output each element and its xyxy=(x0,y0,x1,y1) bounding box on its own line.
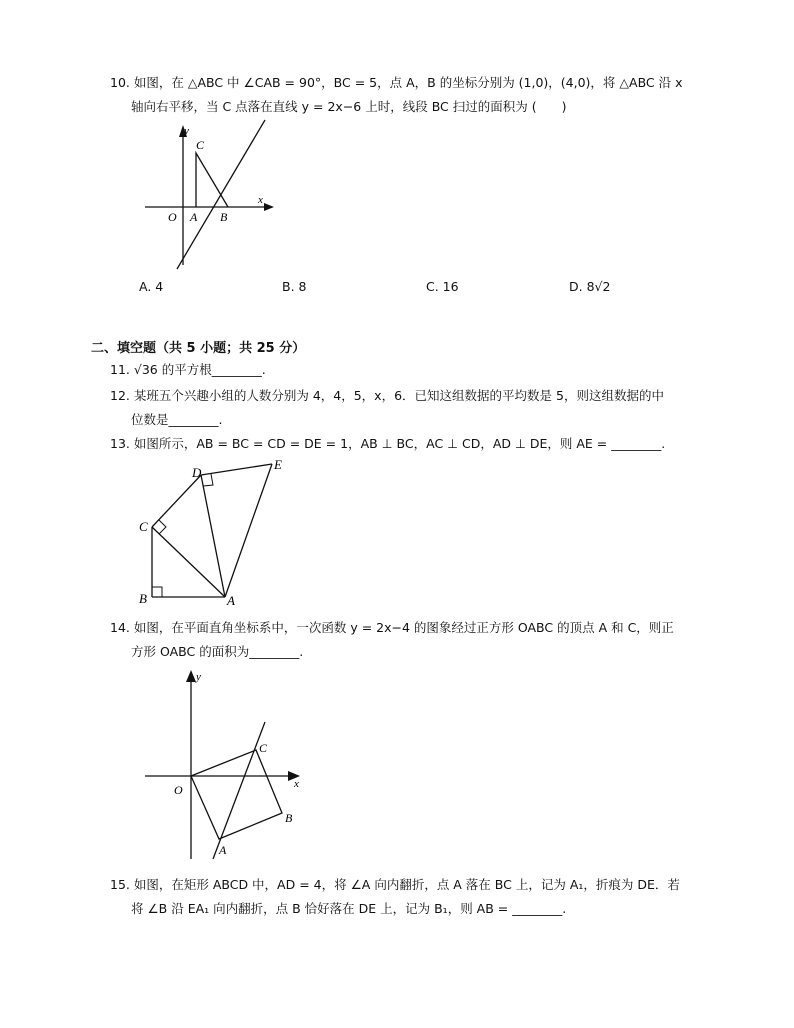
q11-text: 11. √36 的平方根________. xyxy=(110,362,266,377)
q10-triangle xyxy=(196,153,228,207)
q10-label-b: B xyxy=(220,210,228,224)
q13-label-b: B xyxy=(139,591,147,606)
q10-x-axis-arrow xyxy=(264,203,274,211)
q14-label-b: B xyxy=(285,811,293,825)
q13-segment-ad xyxy=(201,475,225,597)
q13-figure xyxy=(130,455,300,610)
q14-text-line1: 14. 如图，在平面直角坐标系中，一次函数 y = 2x−4 的图象经过正方形 OABC 的顶点 A 和 C，则正 xyxy=(110,620,674,635)
q13-label-a: A xyxy=(227,593,235,608)
q14-square xyxy=(191,750,282,839)
q13-label-d: D xyxy=(192,465,202,480)
q14-label-a: A xyxy=(219,843,227,857)
q13-segment-ae xyxy=(225,464,272,597)
q13-segment-cd xyxy=(152,475,201,527)
q10-option-c: C. 16 xyxy=(426,279,459,294)
q13-right-angle-d xyxy=(203,474,213,486)
q12-text-line2: 位数是________. xyxy=(131,412,223,427)
q14-text-line2: 方形 OABC 的面积为________. xyxy=(131,644,304,659)
q14-figure xyxy=(140,664,310,864)
q10-label-c: C xyxy=(196,138,205,152)
q14-y-axis-arrow xyxy=(186,670,196,682)
q12-text-line1: 12. 某班五个兴趣小组的人数分别为 4，4，5，x，6．已知这组数据的平均数是 5，则这组数据的中 xyxy=(110,388,664,403)
section-heading: 二、填空题（共 5 小题；共 25 分） xyxy=(91,341,306,356)
q10-label-o: O xyxy=(168,210,177,224)
q14-label-y: y xyxy=(196,671,201,683)
q13-right-angle-c xyxy=(159,520,166,534)
q14-label-x: x xyxy=(294,778,299,790)
q10-option-b: B. 8 xyxy=(282,279,307,294)
q13-right-angle-b xyxy=(152,587,162,597)
q14-label-o: O xyxy=(174,783,183,797)
q10-figure xyxy=(140,115,290,275)
q13-label-e: E xyxy=(274,457,282,472)
q10-text-line2: 轴向右平移，当 C 点落在直线 y = 2x−6 上时，线段 BC 扫过的面积为 ( ) xyxy=(131,99,567,114)
q10-option-a: A. 4 xyxy=(139,279,164,294)
q14-label-c: C xyxy=(259,741,268,755)
q15-text-line2: 将 ∠B 沿 EA₁ 向内翻折，点 B 恰好落在 DE 上，记为 B₁，则 AB = ________. xyxy=(131,901,567,916)
q13-text: 13. 如图所示，AB = BC = CD = DE = 1，AB ⊥ BC，AC ⊥ CD，AD ⊥ DE，则 AE = ________. xyxy=(110,436,666,451)
q10-label-a: A xyxy=(190,210,198,224)
q10-option-d: D. 8√2 xyxy=(569,279,611,294)
q13-segment-de xyxy=(201,464,272,475)
q13-label-c: C xyxy=(139,519,148,534)
q10-text-line1: 10. 如图，在 △ABC 中 ∠CAB = 90°，BC = 5，点 A，B 的坐标分别为 (1,0)，(4,0)，将 △ABC 沿 x xyxy=(110,75,683,90)
q13-segment-ac xyxy=(152,527,225,597)
q10-label-x: x xyxy=(258,194,263,206)
q10-label-y: y xyxy=(184,125,189,137)
q15-text-line1: 15. 如图，在矩形 ABCD 中，AD = 4，将 ∠A 向内翻折，点 A 落在 BC 上，记为 A₁，折痕为 DE．若 xyxy=(110,877,680,892)
